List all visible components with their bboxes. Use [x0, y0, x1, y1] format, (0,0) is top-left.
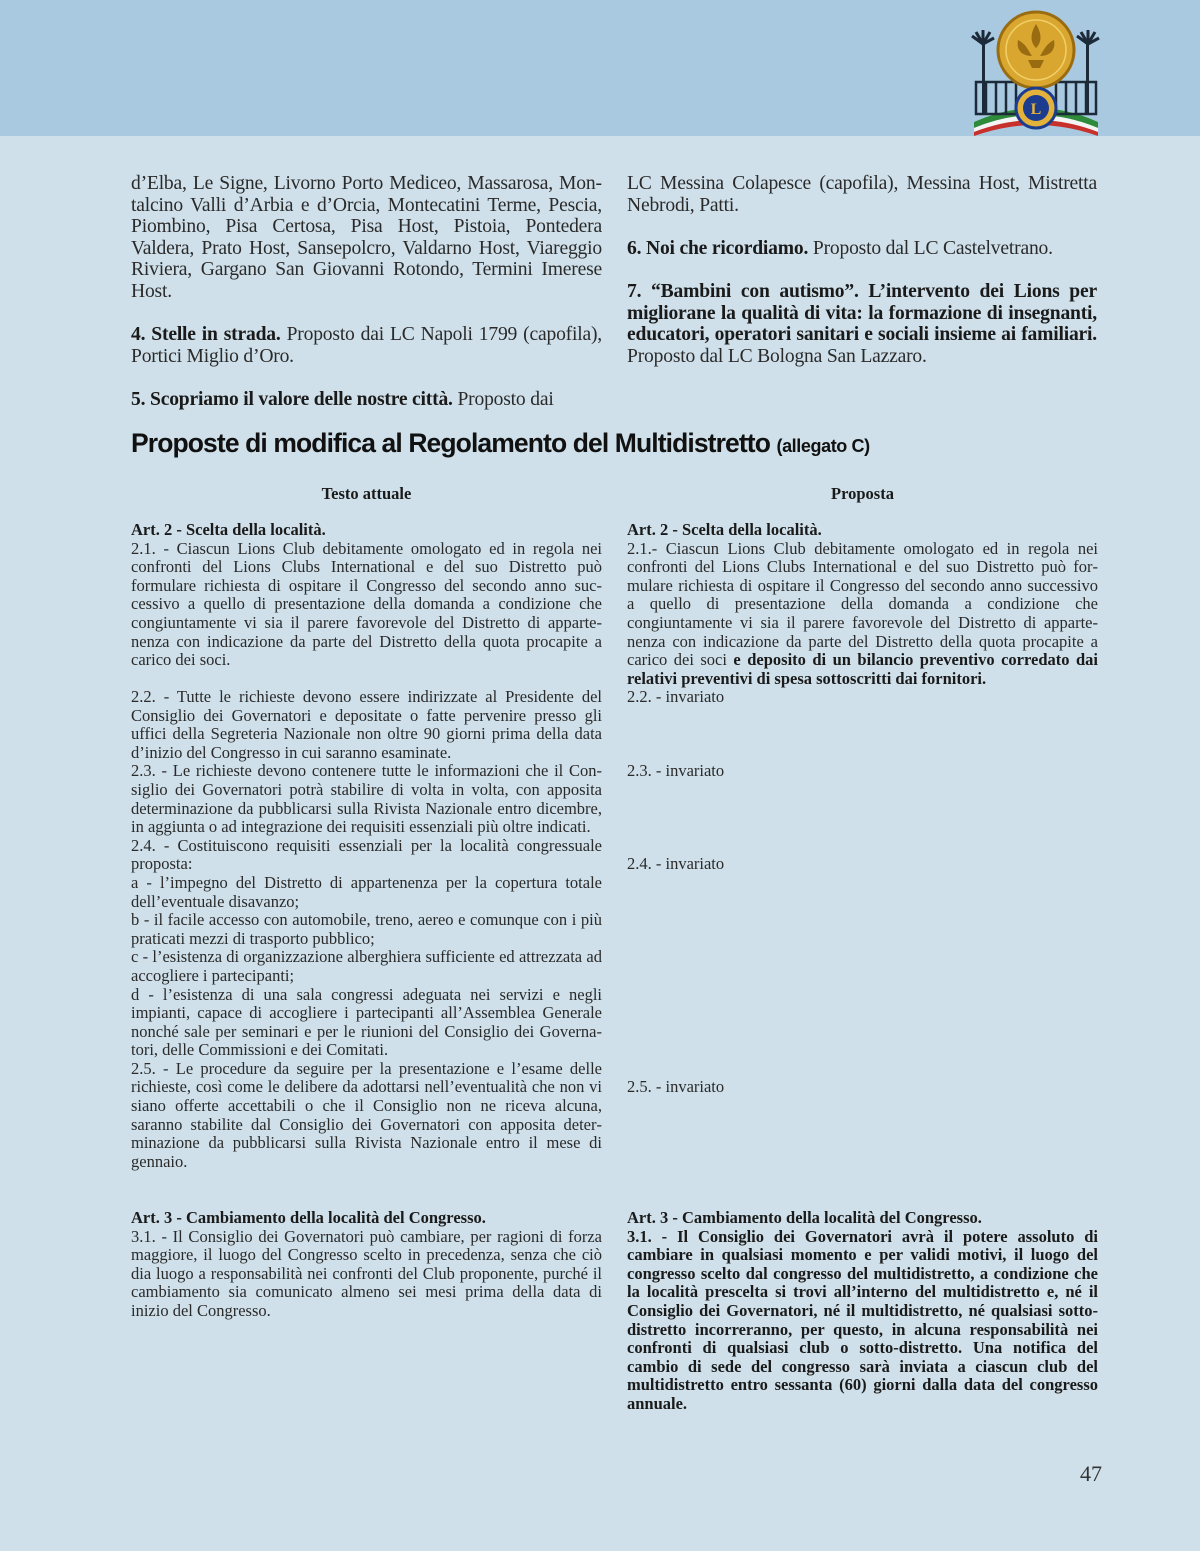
left-art2-title: Art. 2 - Scelta della località. [131, 520, 326, 539]
right-p31-text: 3.1. - Il Consiglio dei Governatori avrà il potere assoluto di cambiare in qualsiasi momento e per validi motivi, il luogo del congresso scelto dal congresso del multidistretto, a condizione che la località prescelta si trovi all’interno del multidistretto e, né il Consiglio dei Governatori, né il multidistretto, né qualsiasi sotto-distretto incorreranno, per questo, in alcuna responsabilità nei confronti di qualsiasi club o sotto-distretto. Una notifica del cambio di sede del congresso sarà inviata a ciascun club del multidistretto entro sessanta (60) giorni dalla data del congresso annuale. [627, 1226, 1098, 1413]
right-p21-bold: e deposito di un bilancio preventivo corredato dai relativi preventivi di spesa sottoscritti dai fornitori. [627, 650, 1098, 688]
top-right-intro: LC Messina Colapesce (capofila), Messina Host, Mistretta Nebrodi, Patti. [627, 173, 1097, 216]
right-art3-title: Art. 3 - Cambiamento della località del Congresso. [627, 1208, 982, 1227]
left-p24d: d - l’esistenza di una sala congressi adeguata nei servizi e negli impianti, capace di accogliere i partecipanti all’Assemblea Generale nonché sale per seminari e per le riunioni del Consiglio dei Governatori, delle Commissioni e dei Comitati. [131, 984, 602, 1060]
left-art3-block [131, 1209, 602, 1321]
left-p22: 2.2. - Tutte le richieste devono essere indirizzate al Presidente del Consiglio dei Governatori e depositate o fatte pervenire presso gli uffici della Segreteria Nazionale non oltre 90 giorni prima della data d’inizio del Congresso in cui saranno esaminate. [131, 687, 602, 762]
item-5-title: 5. Scopriamo il valore delle nostre città. [131, 388, 453, 410]
right-p21: 2.1.- Ciascun Lions Club debitamente omologato ed in regola nei confronti del Lions Clubs International e del suo Distretto può formulare richiesta di ospitare il Congresso del secondo anno successivo a quello di presentazione della domanda a condizione che congiuntamente vi sia il parere favorevole del Distretto di appartenenza con indicazione da parte del Distretto della quota procapite a carico dei soci [627, 538, 1098, 670]
left-p24a: a - l’impegno del Distretto di appartenenza per la copertura totale dell’eventuale disavanzo; [131, 872, 602, 911]
item-5 [131, 389, 602, 411]
left-p23: 2.3. - Le richieste devono contenere tutte le informazioni che il Consiglio dei Governatori potrà stabilire di volta in volta, con apposita determinazione da pubblicarsi sulla Rivista Nazionale entro dicembre, in aggiunta o ad integrazione dei requisiti essenziali più oltre indicati. [131, 761, 602, 837]
item-5-text: Proposto dai [452, 388, 554, 410]
top-left-column [131, 173, 602, 432]
right-p22: 2.2. - invariato [627, 687, 725, 707]
item-6-title: 6. Noi che ricordiamo. [627, 237, 809, 259]
right-p23: 2.3. - invariato [627, 761, 725, 780]
right-p23-block [627, 762, 1098, 781]
column-header-current-text: Testo attuale [321, 484, 412, 503]
item-6 [627, 238, 1097, 260]
top-left-intro: d’Elba, Le Signe, Livorno Porto Mediceo, Massarosa, Montalcino Valli d’Arbia e d’Orcia, Montecatini Terme, Pescia, Piombino, Pisa Certosa, Pisa Host, Pistoia, Pontedera Valdera, Prato Host, Sansepolcro, Valdarno Host, Viareggio Riviera, Gargano San Giovanni Rotondo, Termini Imerese Host. [131, 173, 602, 302]
left-p21: 2.1. - Ciascun Lions Club debitamente omologato ed in regola nei confronti del Lions Clubs International e del suo Distretto può formulare richiesta di ospitare il Congresso del secondo anno successivo a quello di presentazione della domanda a condizione che congiuntamente vi sia il parere favorevole del Distretto di appartenenza con indicazione da parte del Distretto della quota procapite a carico dei soci. [131, 538, 602, 670]
item-6-text: Proposto dal LC Castelvetrano. [808, 237, 1053, 259]
right-art2-block [627, 521, 1098, 707]
top-right-column [627, 173, 1097, 389]
right-p21-para [627, 540, 1098, 689]
left-art3-title: Art. 3 - Cambiamento della località del Congresso. [131, 1208, 486, 1227]
section-title [131, 428, 870, 459]
item-7-title: 7. “Bambini con autismo”. L’intervento dei Lions per migliorane la qualità di vita: la formazione di insegnanti, educatori, operatori sanitari e sociali insieme ai familiari. [627, 280, 1097, 346]
right-art2-title: Art. 2 - Scelta della località. [627, 520, 822, 539]
page-number: 47 [1080, 1461, 1102, 1486]
section-subtitle: (allegato C) [776, 436, 870, 456]
item-4 [131, 324, 602, 367]
right-p24: 2.4. - invariato [627, 854, 725, 873]
item-7-text: Proposto dal LC Bologna San Lazzaro. [627, 345, 927, 367]
item-7 [627, 281, 1097, 367]
left-p31: 3.1. - Il Consiglio dei Governatori può cambiare, per ragioni di forza maggiore, il luogo del Congresso scelto in precedenza, senza che ciò dia luogo a responsabilità nei confronti del Club proponente, purché il cambiamento sia comunicato almeno sei mesi prima della data di inizio del Congresso. [131, 1226, 602, 1320]
right-p25: 2.5. - invariato [627, 1077, 725, 1096]
section-title-main: Proposte di modifica al Regolamento del Multidistretto [131, 428, 770, 458]
svg-text:L: L [1030, 101, 1042, 118]
lions-emblem-logo [966, 4, 1106, 136]
left-p25: 2.5. - Le procedure da seguire per la presentazione e l’esame delle richieste, così come le delibere da adottarsi nell’eventualità che non vi siano offerte accettabili o che il Consiglio non ne riceva alcuna, saranno stabilite dal Consiglio dei Governatori con apposita determinazione da pubblicarsi sulla Rivista Nazionale entro il mese di gennaio. [131, 1058, 602, 1171]
right-p24-block [627, 855, 1098, 874]
right-p25-block [627, 1078, 1098, 1097]
left-art2-block [131, 521, 602, 670]
right-art3-block [627, 1209, 1098, 1414]
item-4-title: 4. Stelle in strada. [131, 324, 281, 346]
left-p24: 2.4. - Costituiscono requisiti essenziali per la località congressuale proposta: [131, 835, 602, 874]
left-p22-block [131, 688, 602, 1171]
left-p24b: b - il facile accesso con automobile, treno, aereo e comunque con i più praticati mezzi di trasporto pubblico; [131, 910, 602, 948]
column-header-proposal: Proposta [831, 484, 894, 503]
item-4-text: Proposto dai LC Napoli 1799 (capofila), Portici Miglio d’Oro. [131, 324, 602, 367]
left-p24c: c - l’esistenza di organizzazione alberghiera sufficiente ed attrezzata ad accogliere i partecipanti; [131, 947, 602, 985]
right-p31 [627, 1228, 1098, 1414]
